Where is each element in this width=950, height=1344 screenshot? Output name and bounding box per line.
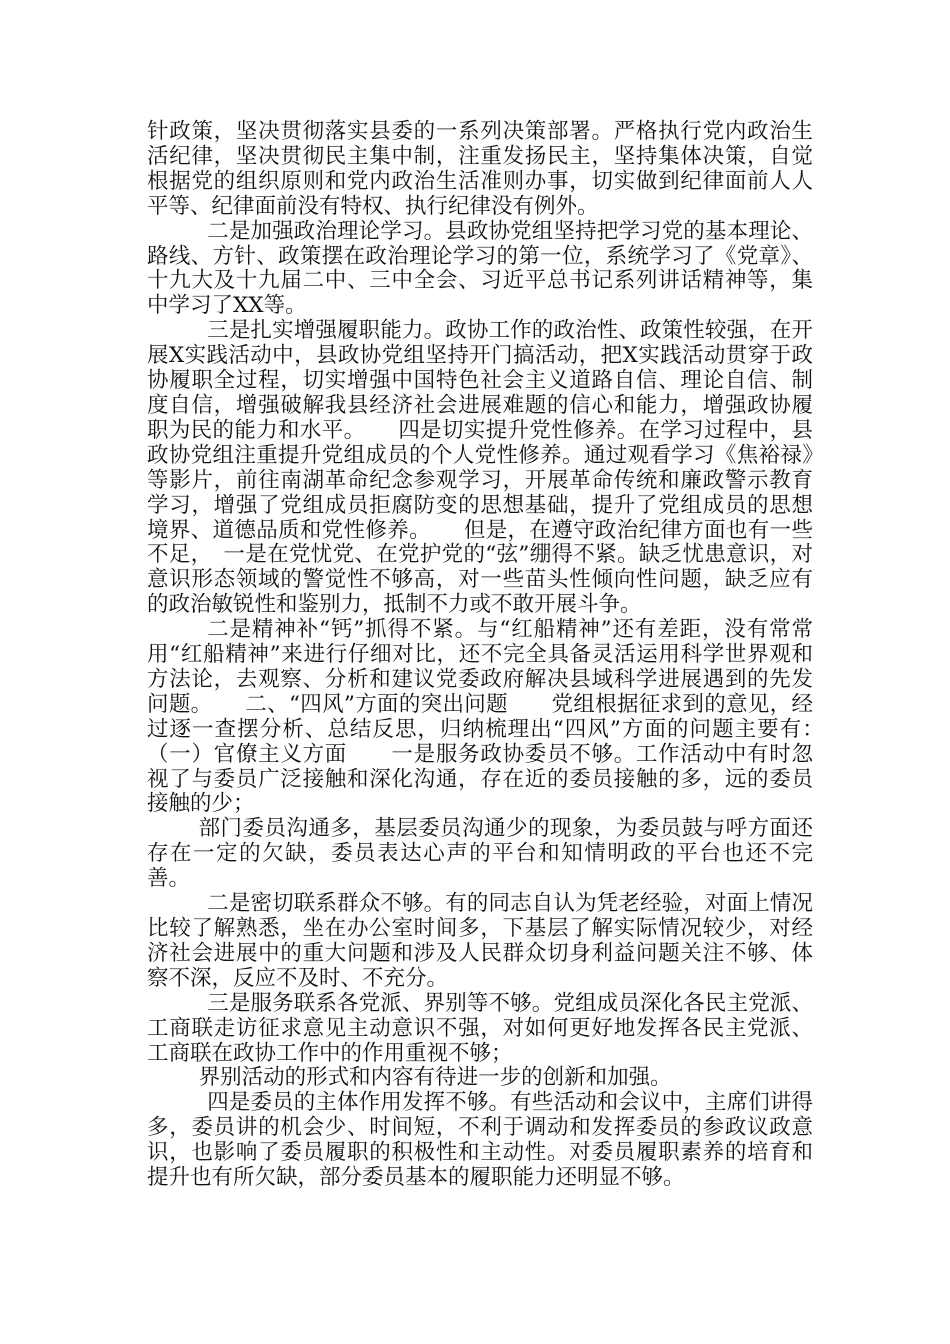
- paragraph-7: 三是服务联系各党派、界别等不够。党组成员深化各民主党派、工商联走访征求意见主动意识不强，对如何更好地发挥各民主党派、工商联在政协工作中的作用重视不够；: [147, 990, 813, 1066]
- paragraph-8: 界别活动的形式和内容有待进一步的创新和加强。: [198, 1065, 672, 1091]
- paragraph-1: 针政策，坚决贯彻落实县委的一系列决策部署。严格执行党内政治生活纪律，坚决贯彻民主集中制，注重发扬民主，坚持集体决策，自觉根据党的组织原则和党内政治生活准则办事，切实做到纪律面前人人平等、纪律面前没有特权、执行纪律没有例外。: [147, 119, 813, 219]
- paragraph-9: 四是委员的主体作用发挥不够。有些活动和会议中，主席们讲得多，委员讲的机会少、时间短，不利于调动和发挥委员的参政议政意识，也影响了委员履职的积极性和主动性。对委员履职素养的培育和提升也有所欠缺，部分委员基本的履职能力还明显不够。: [147, 1090, 813, 1191]
- paragraph-4: 二是精神补“钙”抓得不紧。与“红船精神”还有差距，没有常常用“红船精神”来进行仔细对比，还不完全具备灵活运用科学世界观和方法论，去观察、分析和建议党委政府解决县域科学进展遇到的先发问题。 二、“四风”方面的突出问题 党组根据征求到的意见，经过逐一查摆分析、总结反思，归纳梳理出“四风”方面的问题主要有： （一）官僚主义方面 一是服务政协委员不够。工作活动中有时忽视了与委员广泛接触和深化沟通，存在近的委员接触的多，远的委员接触的少；: [147, 617, 857, 817]
- paragraph-3: 三是扎实增强履职能力。政协工作的政治性、政策性较强，在开展X实践活动中，县政协党组坚持开门搞活动，把X实践活动贯穿于政协履职全过程，切实增强中国特色社会主义道路自信、理论自信、制度自信，增强破解我县经济社会进展难题的信心和能力，增强政协履职为民的能力和水平。 四是切实提升党性修养。在学习过程中，县政协党组注重提升党组成员的个人党性修养。通过观看学习《焦裕禄》等影片，前往南湖革命纪念参观学习，开展革命传统和廉政警示教育学习，增强了党组成员拒腐防变的思想基础，提升了党组成员的思想境界、道德品质和党性修养。 但是，在遵守政治纪律方面也有一些不足， 一是在党忧党、在党护党的“弦”绷得不紧。缺乏忧患意识，对意识形态领域的警觉性不够高，对一些苗头性倾向性问题，缺乏应有的政治敏锐性和鉴别力，抵制不力或不敢开展斗争。: [147, 318, 813, 618]
- paragraph-6: 二是密切联系群众不够。有的同志自认为凭老经验，对面上情况比较了解熟悉，坐在办公室时间多，下基层了解实际情况较少，对经济社会进展中的重大问题和涉及人民群众切身利益问题关注不够、体察不深，反应不及时、不充分。: [147, 891, 813, 991]
- paragraph-2: 二是加强政治理论学习。县政协党组坚持把学习党的基本理论、路线、方针、政策摆在政治理论学习的第一位，系统学习了《党章》、十九大及十九届二中、三中全会、习近平总书记系列讲话精神等，集中学习了XX等。: [147, 218, 813, 319]
- document-page: [147, 119, 857, 1191]
- paragraph-5: 部门委员沟通多，基层委员沟通少的现象，为委员鼓与呼方面还存在一定的欠缺，委员表达心声的平台和知情明政的平台也还不完善。: [147, 816, 813, 892]
